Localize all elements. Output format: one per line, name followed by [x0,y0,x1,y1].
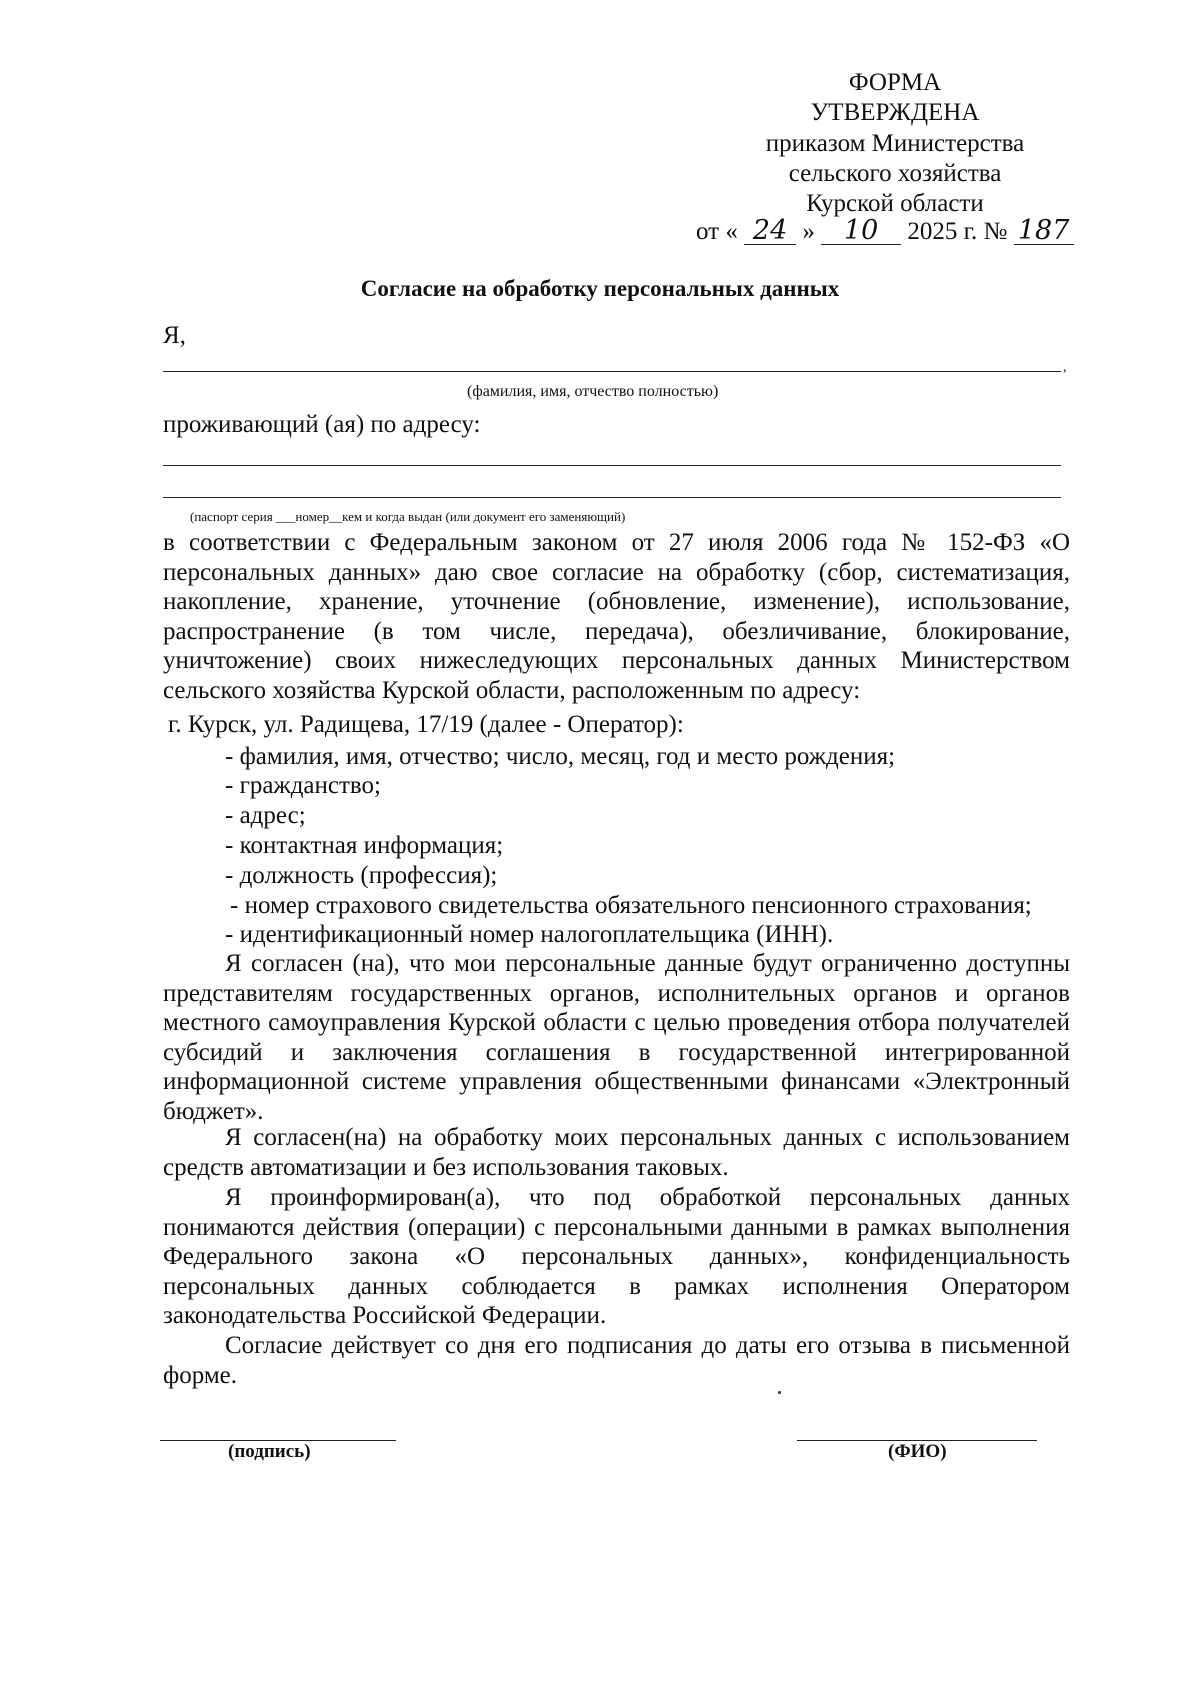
address-field-line[interactable] [163,465,1061,466]
validity-paragraph: Согласие действует со дня его подписания до даты его отзыва в письменной форме. [163,1332,1070,1389]
form-label: ФОРМА [848,69,942,96]
list-item: - номер страхового свидетельства обязательного пенсионного страхования; [230,892,1032,919]
order-year-number-label: 2025 г. № [907,218,1008,245]
passport-field-line[interactable] [163,497,1061,498]
signature-caption: (подпись) [228,1441,311,1462]
address-label: проживающий (ая) по адресу: [163,411,481,438]
region-line: Курской области [806,190,984,217]
comma-mark: , [1063,360,1067,375]
list-item: - фамилия, имя, отчество; число, месяц, год и место рождения; [225,743,896,770]
fio-field-line[interactable] [163,371,1061,372]
date-mid: » [802,218,815,245]
list-item: - контактная информация; [225,832,504,859]
date-prefix: от « [696,218,738,245]
approved-label: УТВЕРЖДЕНА [810,99,980,126]
list-item: - должность (профессия); [225,862,498,889]
document-title: Согласие на обработку персональных данных [360,276,840,301]
order-day: 24 [744,218,796,245]
operator-address: г. Курск, ул. Радищева, 17/19 (далее - Оператор): [168,711,684,738]
scan-speck [778,1391,781,1394]
fio-signature-caption: (ФИО) [888,1441,947,1462]
consent-paragraph: в соответствии с Федеральным законом от 27 июля 2006 года № 152-ФЗ «О персональных данных» даю свое согласие на обработку (сбор, систематизация, накопление, хранение, уточнение (обновление, изменение), использование, распространение (в том числе, передача), обезличивание, блокирование, уничтожение) своих нижеследующих персональных данных Министерством сельского хозяйства Курской области, расположенным по адресу: [163,529,1070,704]
list-item: - адрес; [225,802,306,829]
list-item: - гражданство; [225,772,381,799]
order-line: приказом Министерства [765,130,1025,157]
list-item: - идентификационный номер налогоплательщика (ИНН). [225,921,834,948]
access-paragraph: Я согласен (на), что мои персональные данные будут ограниченно доступны представителям государственных органов, исполнительных органов и органов местного самоуправления Курской области с целью проведения отбора получателей субсидий и заключения соглашения в государственной интегрированной информационной системе управления общественными финансами «Электронный бюджет». [163,950,1070,1125]
order-number: 187 [1014,218,1074,245]
ministry-line: сельского хозяйства [788,160,1002,187]
fio-caption: (фамилия, имя, отчество полностью) [467,383,719,400]
order-month: 10 [821,218,901,245]
i-label: Я, [163,322,186,349]
passport-caption: (паспорт серия ___номер__кем и когда выдан (или документ его заменяющий) [190,509,626,524]
order-date-line [696,215,1074,246]
automation-paragraph: Я согласен(на) на обработку моих персональных данных с использованием средств автоматизации и без использования таковых. [163,1124,1070,1181]
informed-paragraph: Я проинформирован(а), что под обработкой персональных данных понимаются действия (операции) с персональными данными в рамках выполнения Федерального закона «О персональных данных», конфиденциальность персональных данных соблюдается в рамках исполнения Оператором законодательства Российской Федерации. [163,1184,1070,1329]
